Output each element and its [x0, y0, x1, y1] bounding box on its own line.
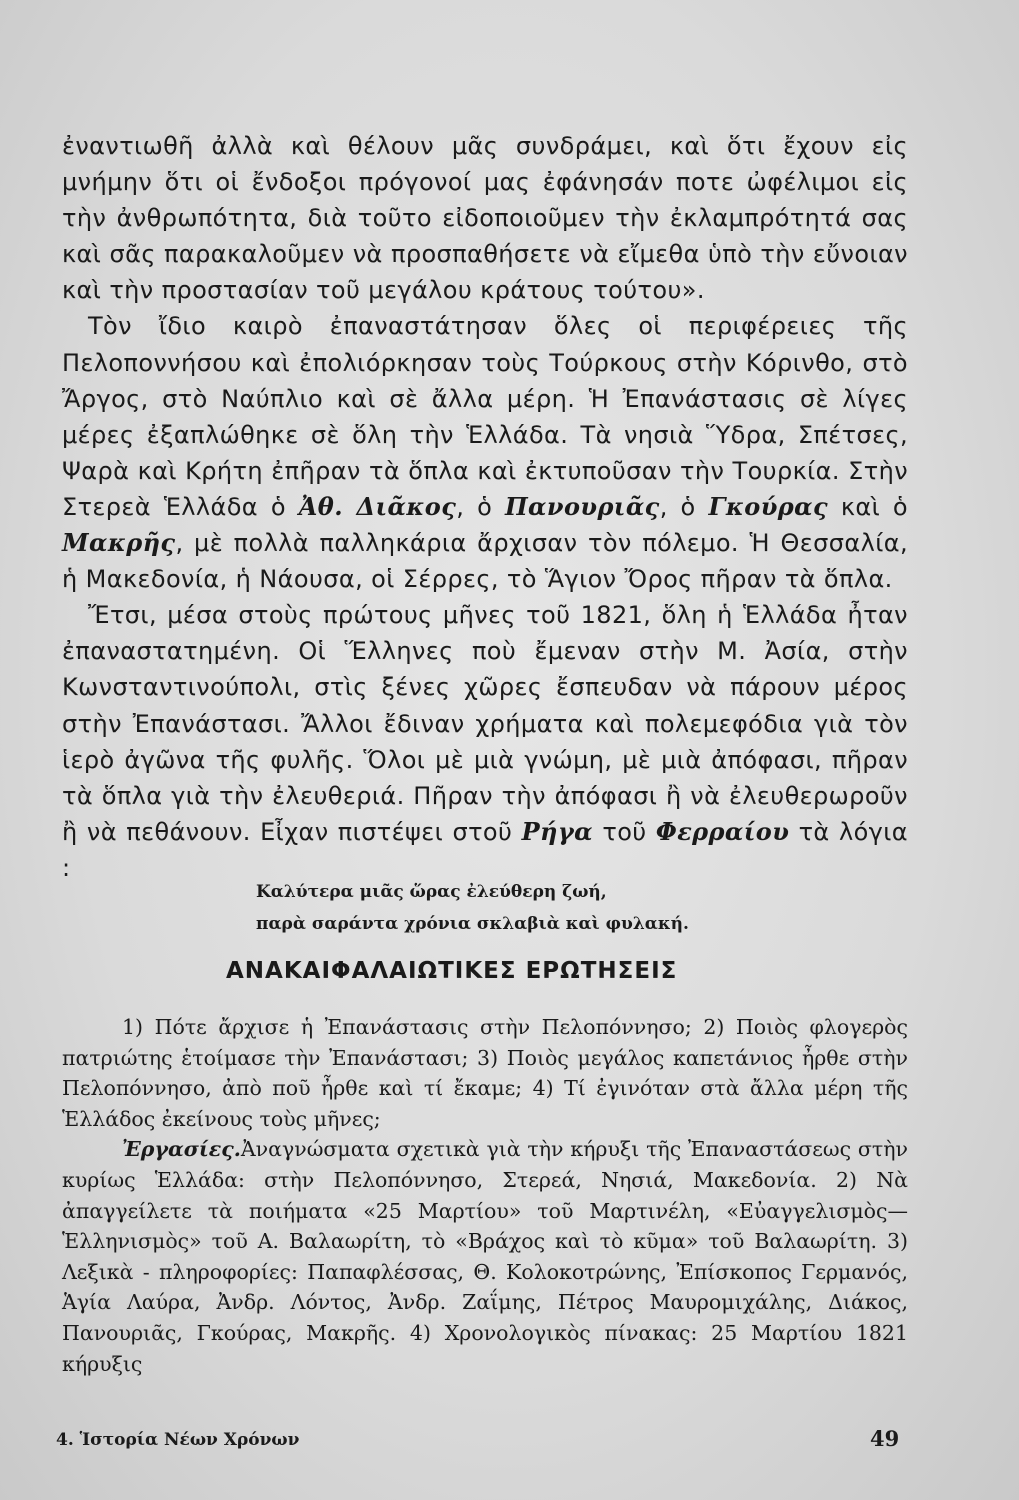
main-text [62, 128, 908, 886]
person-name: Ἀθ. Διᾶκος [298, 491, 457, 521]
page-number: 49 [870, 1426, 900, 1451]
tasks-paragraph [62, 1134, 908, 1379]
review-questions [62, 1012, 908, 1379]
person-name: Πανουριᾶς [504, 491, 660, 521]
person-name: Μακρῆς [62, 528, 176, 558]
poem-line: παρὰ σαράντα χρόνια σκλαβιὰ καὶ φυλακή. [256, 914, 689, 934]
section-heading: ΑΝΑΚΑΙΦΑΛΑΙΩΤΙΚΕΣ ΕΡΩΤΗΣΕΙΣ [226, 958, 678, 984]
paragraph-3 [62, 597, 908, 886]
book-title-footer: 4. Ἱστορία Νέων Χρόνων [56, 1430, 300, 1450]
paragraph-2 [62, 308, 908, 597]
person-name: Φερραίου [655, 816, 790, 846]
tasks-text: Ἀναγνώσματα σχετικὰ γιὰ τὴν κήρυξι τῆς Ἐπαναστάσεως στὴν κυρίως Ἑλλάδα: στὴν Πελοπόννησο, Στερεά, Νησιά, Μακεδονία. 2) Νὰ ἀπαγγείλετε τὰ ποιήματα «25 Μαρτίου» τοῦ Μαρτινέλη, «Εὐαγγελισμὸς—Ἑλληνισμὸς» τοῦ Α. Βαλαωρίτη, τὸ «Βράχος καὶ τὸ κῦμα» τοῦ Βαλαωρίτη. 3) Λεξικὰ - πληροφορίες: Παπαφλέσσας, Θ. Κολοκοτρώνης, Ἐπίσκοπος Γερμανός, Ἁγία Λαύρα, Ἀνδρ. Λόντος, Ἀνδρ. Ζαΐμης, Πέτρος Μαυρομιχάλης, Διάκος, Πανουριᾶς, Γκούρας, Μακρῆς. 4) Χρονολογικὸς πίνακας: 25 Μαρτίου 1821 κήρυξις [62, 1137, 908, 1376]
paragraph-2-text: , μὲ πολλὰ παλληκάρια ἄρχισαν τὸν πόλεμο. Ἡ Θεσσαλία, ἡ Μακεδονία, ἡ Νάουσα, οἱ Σέρρες, τὸ Ἅγιον Ὄρος πῆραν τὰ ὅπλα. [62, 529, 908, 594]
person-name: Ρήγα [521, 816, 594, 846]
tasks-label: Ἐργασίες. [122, 1137, 241, 1162]
paragraph-3-text: τὰ λόγια : [62, 817, 908, 882]
paragraph-2-text: καὶ ὁ [828, 492, 909, 521]
paragraph-2-text: , ὁ [659, 492, 709, 521]
paragraph-1: ἐναντιωθῆ ἀλλὰ καὶ θέλουν μᾶς συνδράμει, καὶ ὅτι ἔχουν εἰς μνήμην ὅτι οἱ ἔνδοξοι πρόγονοί μας ἐφάνησάν ποτε ὠφέλιμοι εἰς τὴν ἀνθρωπότητα, διὰ τοῦτο εἰδοποιοῦμεν τὴν ἐκλαμπρότητά σας καὶ σᾶς παρακαλοῦμεν νὰ προσπαθήσετε νὰ εἴμεθα ὑπὸ τὴν εὔνοιαν καὶ τὴν προστασίαν τοῦ μεγάλου κράτους τούτου». [62, 132, 908, 305]
paragraph-2-text: , ὁ [456, 492, 505, 521]
poem-line: Καλύτερα μιᾶς ὥρας ἐλεύθερη ζωή, [256, 882, 607, 902]
questions-text: 1) Πότε ἄρχισε ἡ Ἐπανάστασις στὴν Πελοπόννησο; 2) Ποιὸς φλογερὸς πατριώτης ἑτοίμασε τὴν Ἐπανάστασι; 3) Ποιὸς μεγάλος καπετάνιος ἦρθε στὴν Πελοπόννησο, ἀπὸ ποῦ ἦρθε καὶ τί ἔκαμε; 4) Τί ἐγινόταν στὰ ἄλλα μέρη τῆς Ἑλλάδος ἐκείνους τοὺς μῆνες; [62, 1015, 908, 1131]
poem-quote [256, 876, 856, 940]
paragraph-3-text: τοῦ [593, 817, 656, 846]
paragraph-2-text: Τὸν ἴδιο καιρὸ ἐπαναστάτησαν ὅλες οἱ περιφέρειες τῆς Πελοποννήσου καὶ ἐπολιόρκησαν τοὺς Τούρκους στὴν Κόρινθο, στὸ Ἄργος, στὸ Ναύπλιο καὶ σὲ ἄλλα μέρη. Ἡ Ἐπανάστασις σὲ λίγες μέρες ἐξαπλώθηκε σὲ ὅλη τὴν Ἑλλάδα. Τὰ νησιὰ Ὕδρα, Σπέτσες, Ψαρὰ καὶ Κρήτη ἐπῆραν τὰ ὅπλα καὶ ἐκτυποῦσαν τὴν Τουρκία. Στὴν Στερεὰ Ἑλλάδα ὁ [62, 312, 908, 521]
paragraph-3-text: Ἔτσι, μέσα στοὺς πρώτους μῆνες τοῦ 1821, ὅλη ἡ Ἑλλάδα ἦταν ἐπαναστατημένη. Οἱ Ἕλληνες ποὺ ἔμεναν στὴν Μ. Ἀσία, στὴν Κωνσταντινούπολι, στὶς ξένες χῶρες ἔσπευδαν νὰ πάρουν μέρος στὴν Ἐπανάστασι. Ἄλλοι ἔδιναν χρήματα καὶ πολεμεφόδια γιὰ τὸν ἱερὸ ἀγῶνα τῆς φυλῆς. Ὅλοι μὲ μιὰ γνώμη, μὲ μιὰ ἀπόφασι, πῆραν τὰ ὅπλα γιὰ τὴν ἐλευθεριά. Πῆραν τὴν ἀπόφασι ἢ νὰ ἐλευθερωροῦν ἢ νὰ πεθάνουν. Εἶχαν πιστέψει στοῦ [62, 601, 908, 846]
person-name: Γκούρας [708, 491, 828, 521]
